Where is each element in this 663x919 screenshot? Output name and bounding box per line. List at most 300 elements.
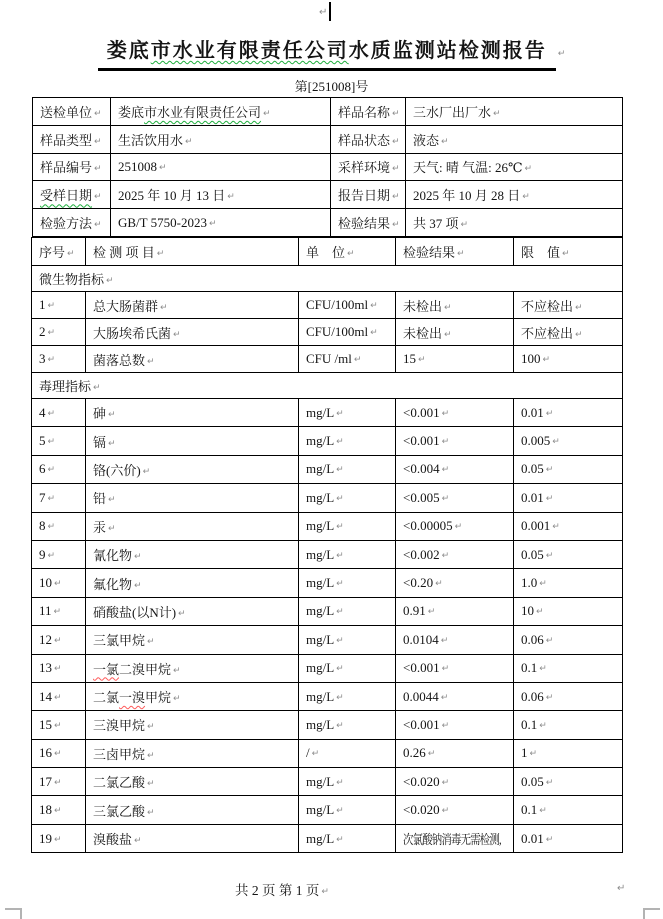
paragraph-mark-icon: ↵ — [108, 410, 116, 421]
paragraph-mark-icon: ↵ — [336, 806, 344, 817]
paragraph-mark-icon: ↵ — [160, 302, 168, 313]
cell-result — [396, 569, 514, 597]
table-row — [32, 597, 623, 625]
cell-limit — [514, 540, 623, 568]
cell-no — [32, 626, 86, 654]
cell-text: 液态 — [413, 132, 440, 148]
paragraph-mark-icon: ↵ — [562, 249, 570, 259]
cell-unit — [299, 739, 396, 767]
cell-limit — [514, 824, 623, 852]
cell-text: 17 — [39, 773, 52, 789]
cell-text: 天气: 晴 气温: 26℃ — [413, 160, 523, 176]
cell-text: 0.0104 — [403, 631, 439, 647]
table-row — [32, 346, 623, 373]
cell-text: 0.01 — [521, 830, 544, 846]
cell-limit — [514, 682, 623, 710]
paragraph-mark-icon: ↵ — [545, 834, 554, 845]
cell-text: 送检单位 — [40, 104, 93, 120]
paragraph-mark-icon: ↵ — [336, 692, 344, 703]
cell-text: 铬(六价) — [93, 462, 141, 478]
cell-result — [396, 796, 514, 824]
cell-unit — [299, 824, 396, 852]
cell-item — [86, 346, 299, 373]
info-label — [33, 98, 111, 126]
cell-no — [32, 569, 86, 597]
paragraph-mark-icon: ↵ — [336, 607, 344, 618]
cell-item — [86, 540, 299, 568]
cell-unit — [299, 512, 396, 540]
paragraph-mark-icon: ↵ — [54, 692, 62, 703]
paragraph-mark-icon: ↵ — [47, 493, 56, 504]
paragraph-mark-icon: ↵ — [336, 465, 344, 476]
paragraph-mark-icon: ↵ — [441, 136, 449, 147]
cell-text: 0.005 — [521, 433, 551, 449]
cell-text: 三氯甲烷 — [93, 633, 146, 649]
cell-text: mg/L — [306, 830, 335, 846]
cell-text: mg/L — [306, 433, 335, 449]
text-cursor — [329, 2, 331, 21]
section-title — [32, 373, 623, 399]
paragraph-mark-icon: ↵ — [67, 249, 75, 259]
cell-limit — [514, 455, 623, 483]
cell-limit — [514, 292, 623, 319]
cell-text: 大肠埃希氏菌 — [93, 325, 172, 341]
paragraph-mark-icon: ↵ — [336, 550, 344, 561]
paragraph-mark-icon: ↵ — [94, 136, 102, 147]
table-row — [32, 427, 623, 455]
cell-unit — [299, 427, 396, 455]
paragraph-mark-icon: ↵ — [542, 355, 551, 365]
cell-unit — [299, 455, 396, 483]
cell-text: mg/L — [306, 489, 335, 505]
misspelled-text-red: 一氯 — [93, 661, 120, 677]
misspelled-text-green: 市水业有限责任公司 — [150, 40, 349, 62]
cell-text: 生活饮用水 — [118, 132, 184, 148]
cell-text: mg/L — [306, 603, 335, 619]
paragraph-mark-icon: ↵ — [147, 779, 155, 790]
cell-text: 0.06 — [521, 688, 544, 704]
paragraph-mark-icon: ↵ — [493, 108, 501, 119]
paragraph-mark-icon: ↵ — [319, 7, 328, 18]
cell-text: <0.00005 — [403, 518, 453, 534]
paragraph-mark-icon: ↵ — [147, 807, 155, 818]
table-row — [32, 292, 623, 319]
paragraph-mark-icon: ↵ — [545, 408, 554, 419]
paragraph-mark-icon: ↵ — [392, 136, 400, 147]
cell-text: <0.002 — [403, 546, 440, 562]
paragraph-mark-icon: ↵ — [539, 720, 547, 731]
cell-text: 0.1 — [521, 802, 538, 818]
paragraph-mark-icon: ↵ — [457, 249, 465, 259]
paragraph-mark-icon: ↵ — [173, 694, 181, 705]
table-row — [32, 540, 623, 568]
paragraph-mark-icon: ↵ — [441, 720, 450, 731]
section-title-row — [32, 266, 623, 292]
paragraph-mark-icon: ↵ — [435, 579, 443, 590]
paragraph-mark-icon: ↵ — [173, 329, 181, 340]
cell-text: 汞 — [93, 519, 107, 535]
cell-unit — [299, 711, 396, 739]
cell-result — [396, 512, 514, 540]
paragraph-mark-icon: ↵ — [418, 355, 426, 365]
cell-no — [32, 654, 86, 682]
cell-result — [396, 654, 514, 682]
cell-item — [86, 484, 299, 512]
paragraph-mark-icon: ↵ — [156, 249, 165, 259]
cell-unit — [299, 484, 396, 512]
cell-unit — [299, 768, 396, 796]
cell-text: 三水厂出厂水 — [413, 104, 492, 120]
header-limit-label: 限 值 — [521, 245, 561, 260]
cell-limit — [514, 768, 623, 796]
misspelled-text-green: 受样日期 — [40, 188, 93, 204]
info-row — [33, 98, 623, 126]
cell-text: 0.05 — [521, 546, 544, 562]
cell-text: 18 — [39, 802, 52, 818]
info-value — [111, 153, 331, 181]
paragraph-mark-icon: ↵ — [147, 637, 155, 648]
cell-item — [86, 512, 299, 540]
cell-text: 0.05 — [521, 773, 544, 789]
cell-text: <0.001 — [403, 660, 440, 676]
paragraph-mark-icon: ↵ — [47, 408, 56, 419]
header-item-label: 检 测 项 目 — [93, 245, 155, 260]
cell-item — [86, 711, 299, 739]
cell-text: 娄底 — [106, 40, 151, 62]
cell-unit — [299, 682, 396, 710]
results-table — [31, 237, 623, 853]
paragraph-mark-icon: ↵ — [134, 836, 142, 847]
cell-text: 7 — [39, 489, 46, 505]
cell-text: 13 — [39, 660, 52, 676]
cell-limit — [514, 654, 623, 682]
cell-text: mg/L — [306, 631, 335, 647]
cell-text: 3 — [39, 351, 46, 366]
cell-text: 8 — [39, 518, 46, 534]
paragraph-mark-icon: ↵ — [454, 522, 463, 533]
cell-text: 氟化物 — [93, 576, 133, 592]
cell-limit — [514, 319, 623, 346]
info-row — [33, 125, 623, 153]
cell-item — [86, 682, 299, 710]
info-row — [33, 181, 623, 209]
paragraph-mark-icon: ↵ — [392, 220, 400, 231]
paragraph-mark-icon: ↵ — [440, 692, 449, 703]
cell-text: GB/T 5750-2023 — [118, 214, 207, 230]
paragraph-mark-icon: ↵ — [54, 834, 62, 845]
cell-item — [86, 427, 299, 455]
table-row — [32, 399, 623, 427]
paragraph-mark-icon: ↵ — [159, 162, 167, 173]
paragraph-mark-icon: ↵ — [536, 607, 544, 618]
cell-text: 16 — [39, 745, 52, 761]
cell-item — [86, 319, 299, 346]
cell-no — [32, 427, 86, 455]
cell-text: 0.1 — [521, 660, 538, 676]
paragraph-mark-icon: ↵ — [94, 108, 102, 119]
cell-result — [396, 540, 514, 568]
cell-no — [32, 796, 86, 824]
info-label — [331, 181, 406, 209]
cell-text: <0.005 — [403, 489, 440, 505]
table-row — [32, 512, 623, 540]
cell-result — [396, 484, 514, 512]
cell-item — [86, 768, 299, 796]
cell-text: CFU /ml — [306, 351, 352, 366]
paragraph-mark-icon: ↵ — [444, 329, 452, 340]
info-label — [33, 125, 111, 153]
info-value — [111, 209, 331, 237]
cell-text: 硝酸盐(以N计) — [93, 604, 177, 620]
paragraph-mark-icon: ↵ — [47, 522, 56, 533]
paragraph-mark-icon: ↵ — [552, 437, 560, 448]
page-info: 共 2 页 第 1 页 — [235, 883, 320, 898]
paragraph-mark-icon: ↵ — [427, 749, 436, 760]
cell-text: 三卤甲烷 — [93, 746, 146, 762]
paragraph-mark-icon: ↵ — [539, 664, 547, 675]
paragraph-mark-icon: ↵ — [321, 887, 329, 897]
paragraph-mark-icon: ↵ — [392, 164, 400, 175]
cell-result — [396, 455, 514, 483]
cell-text: 水质监测站检测报告 — [348, 40, 547, 62]
cell-text: mg/L — [306, 660, 335, 676]
info-value — [111, 125, 331, 153]
cell-no — [32, 346, 86, 373]
cell-result — [396, 711, 514, 739]
paragraph-mark-icon: ↵ — [336, 720, 344, 731]
table-row — [32, 484, 623, 512]
cell-text: <0.004 — [403, 461, 440, 477]
cell-text: 6 — [39, 461, 46, 477]
cell-text: 0.26 — [403, 745, 426, 761]
cell-text: 微生物指标 — [39, 272, 105, 287]
cell-unit — [299, 399, 396, 427]
cell-text: mg/L — [306, 716, 335, 732]
cell-no — [32, 540, 86, 568]
cell-text: CFU/100ml — [306, 324, 369, 339]
paragraph-mark-icon: ↵ — [54, 749, 62, 760]
paragraph-mark-icon: ↵ — [336, 493, 344, 504]
cell-limit — [514, 346, 623, 373]
paragraph-mark-icon: ↵ — [108, 438, 116, 449]
cell-no — [32, 455, 86, 483]
cell-no — [32, 512, 86, 540]
cell-text: 样品类型 — [40, 132, 93, 148]
section-title — [32, 266, 623, 292]
cell-no — [32, 399, 86, 427]
cell-text: 菌落总数 — [93, 352, 146, 368]
cell-text: <0.020 — [403, 773, 440, 789]
paragraph-mark-icon: ↵ — [336, 635, 344, 646]
cell-no — [32, 319, 86, 346]
cell-text: 0.01 — [521, 489, 544, 505]
paragraph-mark-icon: ↵ — [47, 328, 56, 338]
cell-text: CFU/100ml — [306, 297, 369, 312]
paragraph-mark-icon: ↵ — [441, 664, 450, 675]
paragraph-mark-icon: ↵ — [47, 301, 56, 311]
cell-no — [32, 597, 86, 625]
cell-item — [86, 626, 299, 654]
cell-no — [32, 484, 86, 512]
cell-text: 19 — [39, 830, 52, 846]
paragraph-mark-icon: ↵ — [617, 883, 626, 894]
info-value — [406, 125, 623, 153]
cell-text: 不应检出 — [521, 298, 574, 314]
paragraph-mark-icon: ↵ — [460, 220, 469, 231]
cell-no — [32, 711, 86, 739]
paragraph-mark-icon: ↵ — [142, 466, 151, 477]
cell-text: 11 — [39, 603, 52, 619]
paragraph-mark-icon: ↵ — [370, 328, 378, 338]
header-result-label: 检验结果 — [403, 245, 456, 260]
paragraph-mark-icon: ↵ — [336, 579, 344, 590]
cell-item — [86, 824, 299, 852]
cell-text: 2 — [39, 324, 46, 339]
cell-text: mg/L — [306, 518, 335, 534]
info-label — [331, 98, 406, 126]
paragraph-mark-icon: ↵ — [336, 664, 344, 675]
cell-text: 100 — [521, 351, 541, 366]
cell-text: 样品编号 — [40, 160, 93, 176]
cell-limit — [514, 626, 623, 654]
cell-text: 二氯 — [93, 690, 120, 706]
cell-text: 采样环境 — [338, 160, 391, 176]
table-row — [32, 739, 623, 767]
cell-text: 0.91 — [403, 603, 426, 619]
paragraph-mark-icon: ↵ — [227, 192, 235, 203]
paragraph-mark-icon: ↵ — [47, 437, 56, 448]
table-row — [32, 626, 623, 654]
cell-unit — [299, 540, 396, 568]
cell-no — [32, 768, 86, 796]
cell-text: 14 — [39, 688, 52, 704]
cell-text: 样品状态 — [338, 132, 391, 148]
paragraph-mark-icon: ↵ — [545, 692, 554, 703]
cell-no — [32, 739, 86, 767]
cell-text: 0.1 — [521, 716, 538, 732]
paragraph-mark-icon: ↵ — [54, 635, 62, 646]
cell-text: mg/L — [306, 575, 335, 591]
cell-result — [396, 427, 514, 455]
paragraph-mark-icon: ↵ — [54, 579, 62, 590]
paragraph-mark-icon: ↵ — [336, 437, 344, 448]
cell-text: 铅 — [93, 491, 107, 507]
cell-text: 样品名称 — [338, 104, 391, 120]
cell-text: 二氯乙酸 — [93, 775, 146, 791]
paragraph-mark-icon: ↵ — [575, 329, 583, 340]
paragraph-mark-icon: ↵ — [53, 607, 62, 618]
cell-limit — [514, 399, 623, 427]
paragraph-mark-icon: ↵ — [208, 218, 217, 229]
cell-text: 4 — [39, 404, 46, 420]
cell-text: mg/L — [306, 546, 335, 562]
cell-unit — [299, 654, 396, 682]
cell-text: 共 37 项 — [413, 216, 459, 232]
paragraph-mark-icon: ↵ — [575, 302, 583, 313]
compressed-note: 次氯酸钠消毒无需检测, — [403, 832, 501, 848]
paragraph-mark-icon: ↵ — [134, 580, 142, 591]
cell-unit — [299, 626, 396, 654]
cell-no — [32, 292, 86, 319]
paragraph-mark-icon: ↵ — [263, 108, 271, 119]
header-no-label: 序号 — [39, 245, 66, 260]
cell-text: 砷 — [93, 406, 107, 422]
paragraph-mark-icon: ↵ — [441, 550, 450, 561]
cell-text: 9 — [39, 546, 46, 562]
info-label — [33, 153, 111, 181]
cell-text: 1 — [521, 745, 528, 761]
sample-info-table — [32, 97, 623, 237]
paragraph-mark-icon: ↵ — [185, 136, 193, 147]
cell-result — [396, 319, 514, 346]
cell-text: <0.20 — [403, 575, 434, 591]
paragraph-mark-icon: ↵ — [522, 192, 530, 203]
paragraph-mark-icon: ↵ — [134, 552, 142, 563]
cell-text: 10 — [521, 603, 534, 619]
cell-result — [396, 682, 514, 710]
paragraph-mark-icon: ↵ — [427, 607, 436, 618]
cell-result — [396, 399, 514, 427]
section-title-row — [32, 373, 623, 399]
cell-text: 甲烷 — [145, 690, 172, 706]
cell-unit — [299, 292, 396, 319]
cell-text: <0.001 — [403, 404, 440, 420]
info-label — [331, 209, 406, 237]
info-value — [111, 181, 331, 209]
cell-text: mg/L — [306, 773, 335, 789]
cell-text: 未检出 — [403, 325, 443, 341]
paragraph-mark-icon: ↵ — [539, 579, 547, 590]
paragraph-mark-icon: ↵ — [529, 749, 538, 760]
table-row — [32, 711, 623, 739]
cell-text: 15 — [39, 716, 52, 732]
cell-text: 0.001 — [521, 518, 551, 534]
document-number: 第[251008]号 — [294, 79, 369, 94]
cell-text: 1 — [39, 297, 46, 312]
report-title — [0, 34, 663, 71]
info-value — [406, 209, 623, 237]
cell-text: 12 — [39, 631, 52, 647]
cell-item — [86, 399, 299, 427]
paragraph-mark-icon: ↵ — [54, 777, 62, 788]
cell-text: mg/L — [306, 404, 335, 420]
cell-text: <0.001 — [403, 716, 440, 732]
paragraph-mark-icon: ↵ — [147, 722, 155, 733]
cell-limit — [514, 796, 623, 824]
cell-text: 三溴甲烷 — [93, 718, 146, 734]
info-row — [33, 153, 623, 181]
paragraph-mark-icon: ↵ — [47, 465, 56, 476]
cell-item — [86, 569, 299, 597]
cell-text: 三氯乙酸 — [93, 803, 146, 819]
table-row — [32, 654, 623, 682]
paragraph-mark-icon: ↵ — [54, 720, 62, 731]
table-row — [32, 682, 623, 710]
cell-result — [396, 768, 514, 796]
cell-text: 0.06 — [521, 631, 544, 647]
cell-text: 2025 年 10 月 13 日 — [118, 188, 226, 204]
cell-text: 251008 — [118, 158, 157, 174]
paragraph-mark-icon: ↵ — [336, 408, 344, 419]
cell-item — [86, 455, 299, 483]
cell-text: 5 — [39, 433, 46, 449]
cell-result — [396, 626, 514, 654]
cell-text: 氰化物 — [93, 548, 133, 564]
info-row — [33, 209, 623, 237]
cell-limit — [514, 739, 623, 767]
paragraph-mark-icon: ↵ — [545, 635, 554, 646]
paragraph-mark-icon: ↵ — [441, 465, 450, 476]
